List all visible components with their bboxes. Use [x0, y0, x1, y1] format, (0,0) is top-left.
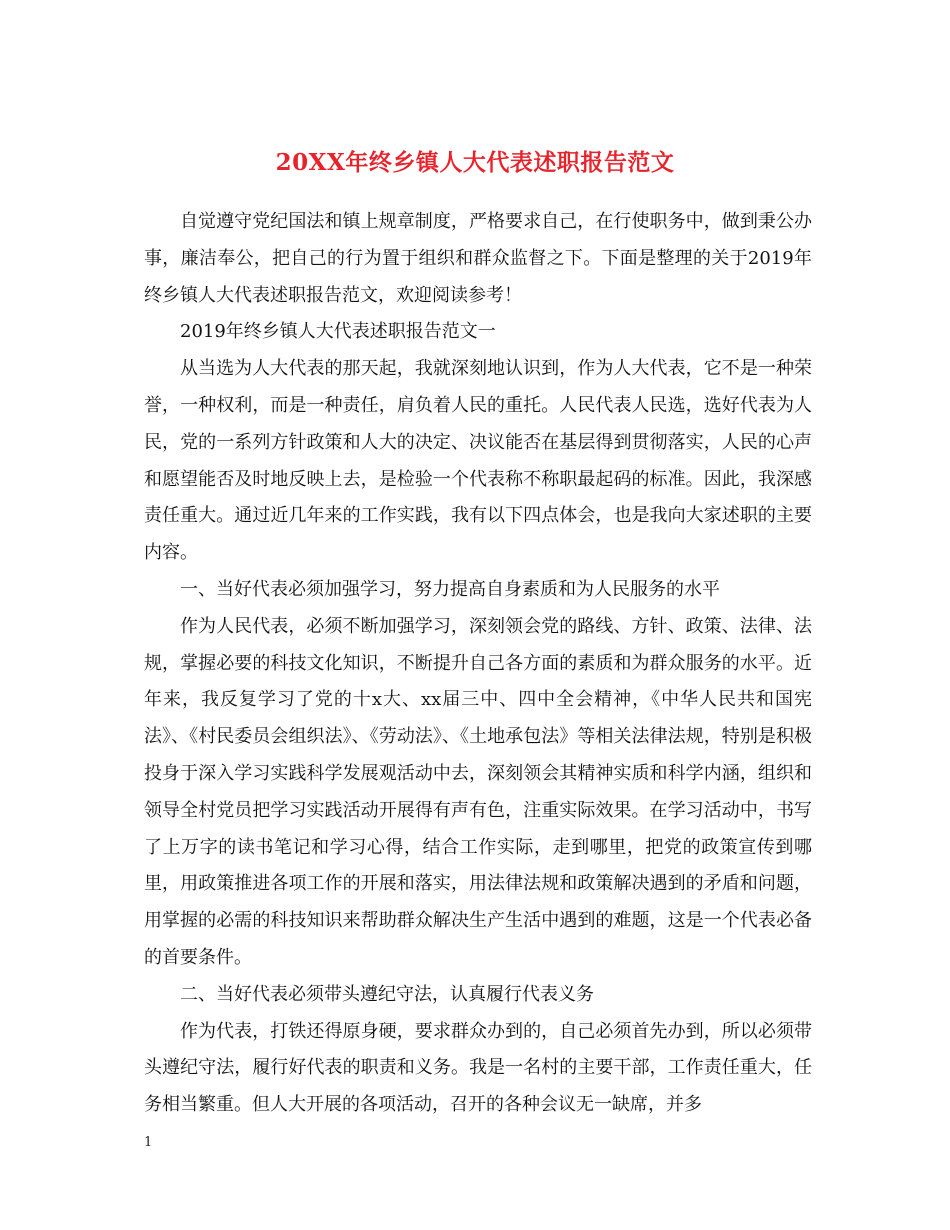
page-number: 1 [144, 1135, 153, 1150]
page-title: 20XX年终乡镇人大代表述职报告范文 [275, 149, 675, 177]
section-heading-two: 二、当好代表必须带头遵纪守法，认真履行代表义务 [180, 983, 594, 1005]
section-heading-main: 2019年终乡镇人大代表述职报告范文一 [180, 321, 496, 343]
body-paragraph: 作为代表，打铁还得原身硬，要求群众办到的，自己必须首先办到，所以必须带头遵纪守法，履行好代表的职责和义务。我是一名村的主要干部，工作责任重大，任务相当繁重。但人大开展的各项活动，召开的各种会议无一缺席，并多 [144, 1020, 812, 1116]
body-paragraph: 从当选为人大代表的那天起，我就深刻地认识到，作为人大代表，它不是一种荣誉，一种权利，而是一种责任，肩负着人民的重托。人民代表人民选，选好代表为人民，党的一系列方针政策和人大的决定、决议能否在基层得到贯彻落实，人民的心声和愿望能否及时地反映上去，是检验一个代表称不称职最起码的标准。因此，我深感责任重大。通过近几年来的工作实践，我有以下四点体会，也是我向大家述职的主要内容。 [144, 358, 812, 564]
body-paragraph: 作为人民代表，必须不断加强学习，深刻领会党的路线、方针、政策、法律、法规，掌握必要的科技文化知识，不断提升自己各方面的素质和为群众服务的水平。近年来，我反复学习了党的十x大、xx届三中、四中全会精神，《中华人民共和国宪法》、《村民委员会组织法》、《劳动法》、《土地承包法》等相关法律法规，特别是积极投身于深入学习实践科学发展观活动中去，深刻领会其精神实质和科学内涵，组织和领导全村党员把学习实践活动开展得有声有色，注重实际效果。在学习活动中，书写了上万字的读书笔记和学习心得，结合工作实际，走到哪里，把党的政策宣传到哪里，用政策推进各项工作的开展和落实，用法律法规和政策解决遇到的矛盾和问题，用掌握的必需的科技知识来帮助群众解决生产生活中遇到的难题，这是一个代表必备的首要条件。 [144, 615, 812, 968]
section-heading-one: 一、当好代表必须加强学习，努力提高自身素质和为人民服务的水平 [180, 578, 720, 600]
intro-paragraph: 自觉遵守党纪国法和镇上规章制度，严格要求自己，在行使职务中，做到秉公办事，廉洁奉公，把自己的行为置于组织和群众监督之下。下面是整理的关于2019年终乡镇人大代表述职报告范文，欢迎阅读参考！ [144, 211, 812, 306]
document-body [144, 204, 812, 1124]
